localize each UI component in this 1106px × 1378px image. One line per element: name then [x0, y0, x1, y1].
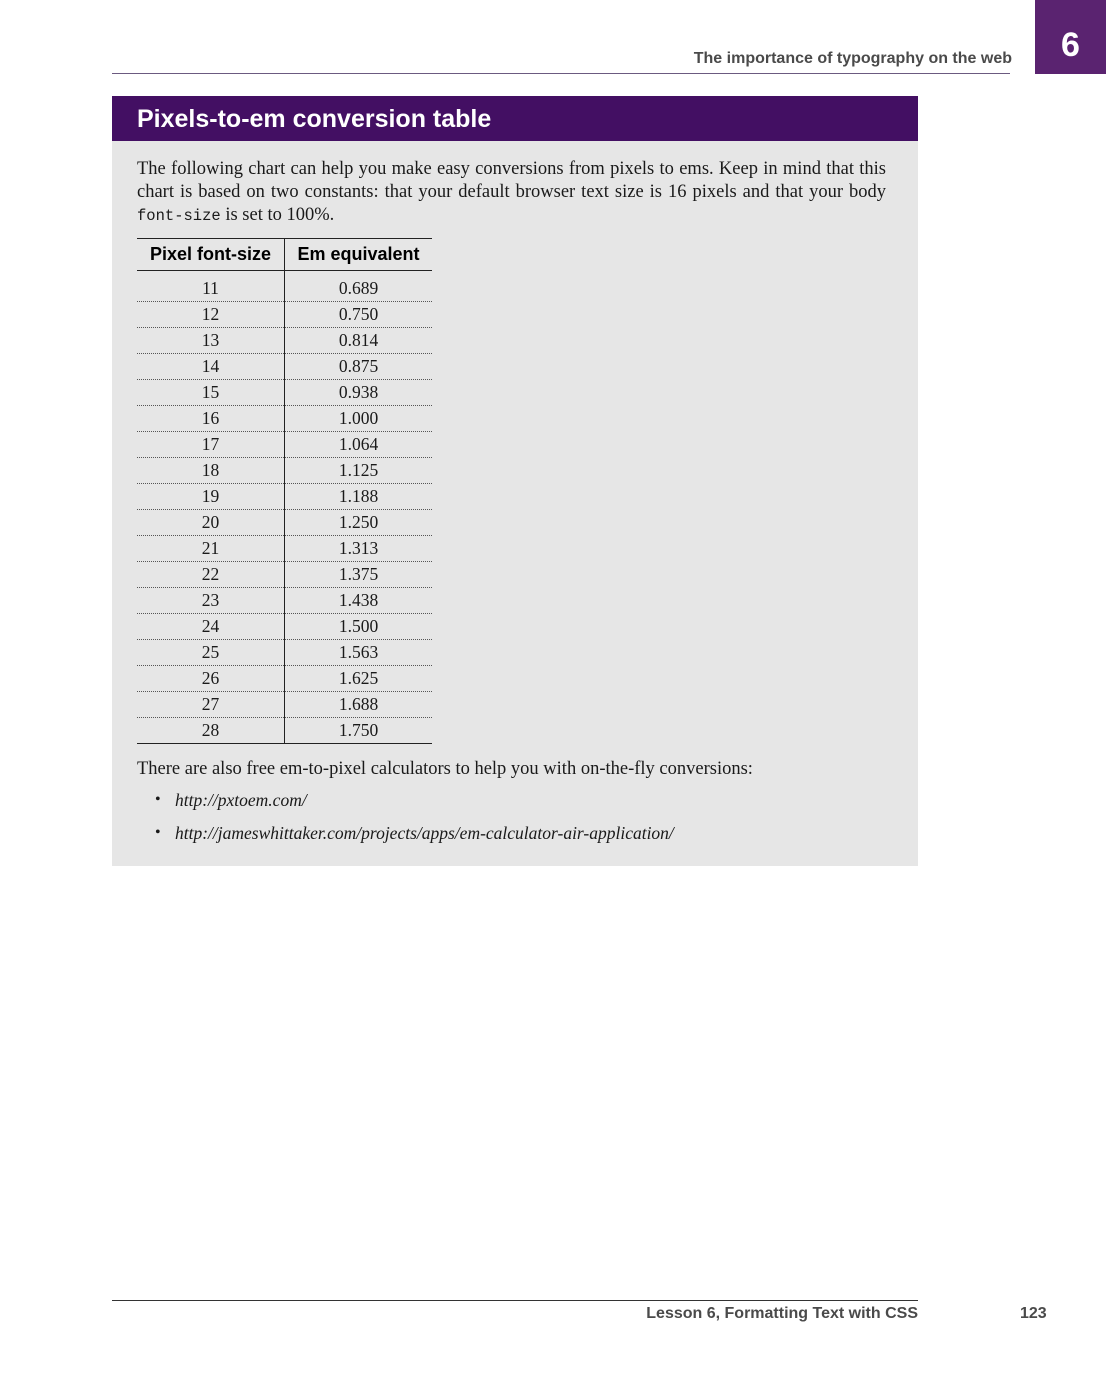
cell-em-value: 1.688	[285, 692, 433, 718]
bullet: •	[155, 824, 161, 841]
cell-em-value: 1.500	[285, 614, 433, 640]
table-row	[137, 432, 432, 458]
table-row	[137, 276, 432, 302]
link-item[interactable]	[155, 789, 918, 811]
header-em-equivalent: Em equivalent	[285, 239, 433, 271]
table-row	[137, 510, 432, 536]
cell-em-value: 1.438	[285, 588, 433, 614]
sidebar-box	[112, 96, 918, 866]
cell-pixel-size: 19	[137, 484, 285, 510]
cell-em-value: 1.750	[285, 718, 433, 744]
table-row	[137, 614, 432, 640]
cell-pixel-size: 16	[137, 406, 285, 432]
conversion-table	[137, 238, 432, 744]
sidebar-intro	[137, 158, 886, 228]
table-row	[137, 588, 432, 614]
page-number: 123	[1020, 1305, 1047, 1322]
cell-em-value: 0.814	[285, 328, 433, 354]
cell-pixel-size: 14	[137, 354, 285, 380]
cell-pixel-size: 21	[137, 536, 285, 562]
header-rule	[112, 73, 1010, 74]
sidebar-title: Pixels-to-em conversion table	[112, 96, 918, 141]
cell-em-value: 1.000	[285, 406, 433, 432]
table-row	[137, 718, 432, 744]
table-row	[137, 354, 432, 380]
table-row	[137, 536, 432, 562]
calculator-links	[155, 789, 918, 844]
footer-rule	[112, 1300, 918, 1301]
running-header-title: The importance of typography on the web	[693, 50, 1012, 67]
cell-em-value: 1.313	[285, 536, 433, 562]
table-row	[137, 458, 432, 484]
cell-pixel-size: 26	[137, 666, 285, 692]
table-row	[137, 562, 432, 588]
cell-pixel-size: 15	[137, 380, 285, 406]
cell-em-value: 1.250	[285, 510, 433, 536]
cell-em-value: 0.875	[285, 354, 433, 380]
cell-pixel-size: 11	[137, 276, 285, 302]
table-row	[137, 692, 432, 718]
link-em-calculator[interactable]: http://jameswhittaker.com/projects/apps/em-calculator-air-application/	[175, 823, 674, 843]
table-row	[137, 640, 432, 666]
cell-em-value: 1.563	[285, 640, 433, 666]
cell-em-value: 1.188	[285, 484, 433, 510]
footer-lesson-title: Lesson 6, Formatting Text with CSS	[646, 1305, 918, 1322]
bullet: •	[155, 791, 161, 808]
table-row	[137, 302, 432, 328]
cell-pixel-size: 23	[137, 588, 285, 614]
cell-em-value: 1.125	[285, 458, 433, 484]
cell-pixel-size: 17	[137, 432, 285, 458]
link-item[interactable]	[155, 822, 918, 844]
cell-pixel-size: 13	[137, 328, 285, 354]
chapter-tab	[1035, 0, 1106, 74]
cell-pixel-size: 20	[137, 510, 285, 536]
cell-pixel-size: 25	[137, 640, 285, 666]
cell-pixel-size: 28	[137, 718, 285, 744]
cell-pixel-size: 18	[137, 458, 285, 484]
intro-text-end: is set to 100%.	[220, 205, 335, 225]
table-row	[137, 328, 432, 354]
intro-text-start: The following chart can help you make easy conversions from pixels to ems. Keep in mind that this chart is based on two constants: that your default browser text size is 16 pixels and that your body	[137, 159, 886, 202]
table-row	[137, 484, 432, 510]
cell-pixel-size: 24	[137, 614, 285, 640]
chapter-number: 6	[1061, 26, 1080, 64]
table-header-row	[137, 239, 432, 271]
table-row	[137, 380, 432, 406]
sidebar-outro: There are also free em-to-pixel calculators to help you with on-the-fly conversions:	[137, 759, 753, 779]
table-row	[137, 666, 432, 692]
cell-em-value: 0.750	[285, 302, 433, 328]
cell-em-value: 1.375	[285, 562, 433, 588]
cell-pixel-size: 22	[137, 562, 285, 588]
link-pxtoem[interactable]: http://pxtoem.com/	[175, 790, 307, 810]
cell-em-value: 0.689	[285, 276, 433, 302]
cell-pixel-size: 12	[137, 302, 285, 328]
cell-pixel-size: 27	[137, 692, 285, 718]
cell-em-value: 1.625	[285, 666, 433, 692]
header-pixel-font-size: Pixel font-size	[137, 239, 285, 271]
intro-code: font-size	[137, 207, 221, 225]
cell-em-value: 0.938	[285, 380, 433, 406]
cell-em-value: 1.064	[285, 432, 433, 458]
table-row	[137, 406, 432, 432]
table-body	[137, 271, 432, 744]
